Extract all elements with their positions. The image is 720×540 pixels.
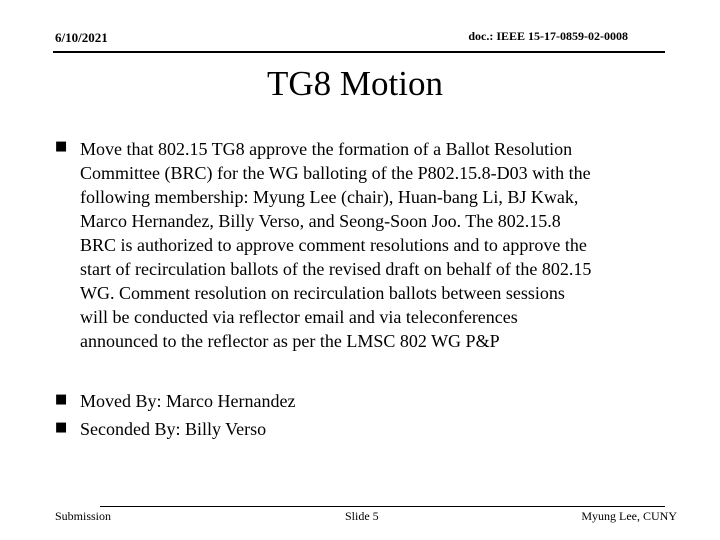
motion-bullet	[55, 137, 665, 353]
seconded-by-bullet	[55, 415, 665, 443]
seconded-by-text: Seconded By: Billy Verso	[80, 419, 267, 439]
square-bullet-icon: ■	[55, 139, 68, 154]
square-bullet-icon: ■	[55, 420, 68, 435]
header-document-id: doc.: IEEE 15-17-0859-02-0008	[468, 29, 628, 43]
footer-divider	[100, 506, 665, 507]
motion-text-line: announced to the reflector as per the LMSC 802 WG P&P	[80, 331, 500, 351]
motion-text-line: will be conducted via reflector email and via teleconferences	[80, 307, 518, 327]
slide-title: TG8 Motion	[267, 64, 443, 103]
moved-by-text: Moved By: Marco Hernandez	[80, 391, 296, 411]
motion-text-line: Committee (BRC) for the WG balloting of the P802.15.8-D03 with the	[80, 163, 591, 183]
square-bullet-icon: ■	[55, 392, 68, 407]
motion-text-line: Marco Hernandez, Billy Verso, and Seong-Soon Joo. The 802.15.8	[80, 211, 561, 231]
footer-author: Myung Lee, CUNY	[581, 509, 677, 523]
moved-by-bullet	[55, 387, 665, 415]
header-date: 6/10/2021	[55, 30, 108, 45]
motion-text-line: following membership: Myung Lee (chair), Huan-bang Li, BJ Kwak,	[80, 187, 579, 207]
vote-bullet-list	[55, 387, 665, 443]
motion-bullet-list	[55, 137, 665, 353]
header-divider	[53, 51, 665, 53]
motion-text-line: WG. Comment resolution on recirculation ballots between sessions	[80, 283, 565, 303]
motion-text-line: BRC is authorized to approve comment resolutions and to approve the	[80, 235, 587, 255]
footer-submission: Submission	[55, 509, 112, 523]
motion-text-line: start of recirculation ballots of the revised draft on behalf of the 802.15	[80, 259, 592, 279]
motion-text-line: Move that 802.15 TG8 approve the formation of a Ballot Resolution	[80, 139, 573, 159]
footer-slide-number: Slide 5	[345, 509, 379, 523]
